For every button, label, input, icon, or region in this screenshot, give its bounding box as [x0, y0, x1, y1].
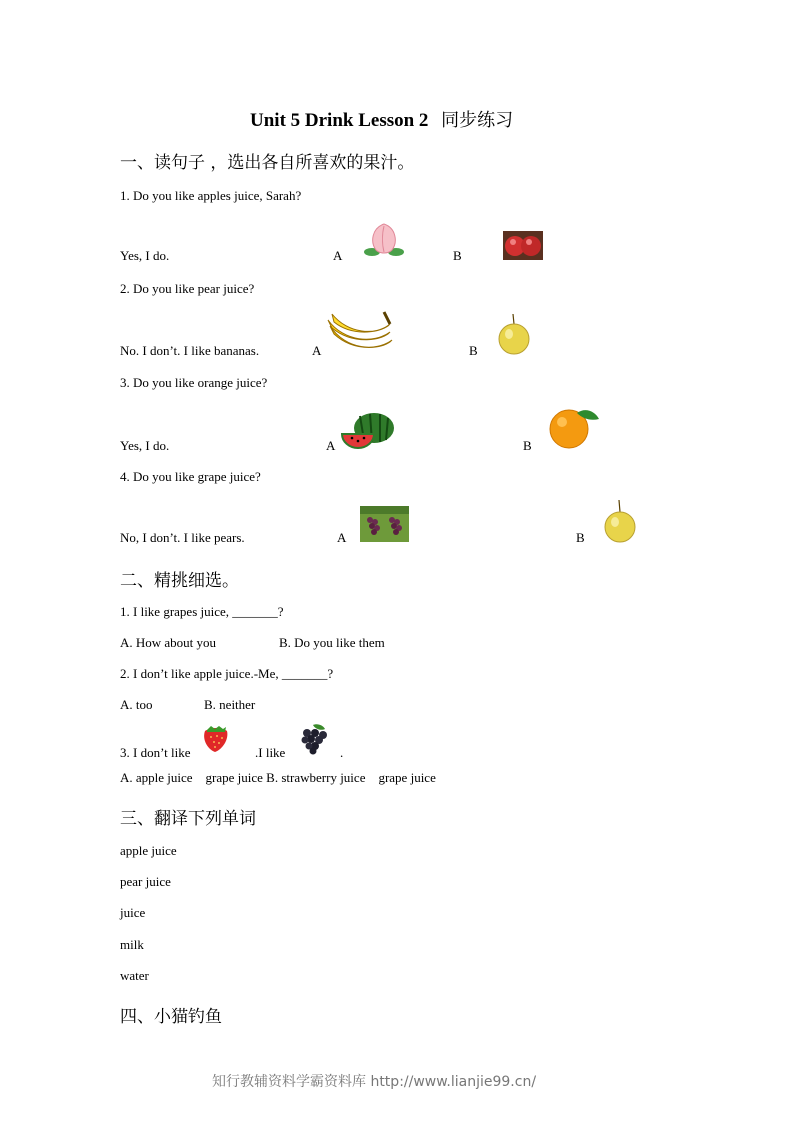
- apples-icon: [503, 231, 543, 260]
- s2-q3-options: A. apple juice grape juice B. strawberry juice grape juice: [120, 770, 436, 785]
- s1-q2: 2. Do you like pear juice?: [120, 281, 255, 296]
- orange-icon: [545, 405, 601, 449]
- s1-q2-opt-a: A: [312, 343, 322, 358]
- grapes-icon: [295, 723, 331, 755]
- s2-q3-part3: .: [340, 745, 344, 760]
- s2-q3-part2: .I like: [255, 745, 286, 760]
- s1-q1-opt-b: B: [453, 248, 462, 263]
- footer-watermark: 知行教辅资料学霸资料库 http://www.lianjie99.cn/: [212, 1074, 537, 1090]
- grapes-icon: [360, 506, 409, 542]
- s1-q3: 3. Do you like orange juice?: [120, 375, 268, 390]
- s2-q1: 1. I like grapes juice, _______?: [120, 604, 284, 619]
- s2-q2-opt-b: B. neither: [204, 697, 256, 712]
- section3-heading: 三、翻译下列单词: [120, 809, 256, 829]
- pear-icon: [603, 498, 637, 544]
- title-cn: 同步练习: [441, 110, 514, 131]
- s2-q2: 2. I don’t like apple juice.-Me, _______?: [120, 666, 334, 681]
- s2-q1-opt-a: A. How about you: [120, 635, 217, 650]
- section2-heading: 二、精挑细选。: [120, 571, 239, 591]
- s1-q3-opt-b: B: [523, 438, 532, 453]
- page-title: [250, 106, 513, 132]
- watermelon-icon: [340, 410, 398, 450]
- bananas-icon: [326, 310, 394, 356]
- s1-q2-opt-b: B: [469, 343, 478, 358]
- s1-a4: No, I don’t. I like pears.: [120, 530, 245, 545]
- s3-word: milk: [120, 937, 144, 952]
- s3-word: juice: [120, 905, 146, 920]
- s1-a2: No. I don’t. I like bananas.: [120, 343, 260, 358]
- s1-a3: Yes, I do.: [120, 438, 170, 453]
- title-en: Unit 5 Drink Lesson 2: [250, 110, 429, 131]
- s1-q4: 4. Do you like grape juice?: [120, 469, 261, 484]
- s2-q2-opt-a: A. too: [120, 697, 153, 712]
- section1-heading: 一、读句子 ，选出各自所喜欢的果汁。: [120, 153, 415, 173]
- s1-q4-opt-b: B: [576, 530, 585, 545]
- strawberry-icon: [199, 725, 233, 753]
- s3-word: pear juice: [120, 874, 171, 889]
- s2-q3-part1: 3. I don’t like: [120, 745, 191, 760]
- section4-heading: 四、小猫钓鱼: [120, 1007, 222, 1027]
- s1-q3-opt-a: A: [326, 438, 336, 453]
- peach-icon: [364, 222, 404, 258]
- s2-q1-opt-b: B. Do you like them: [279, 635, 385, 650]
- s1-q1-opt-a: A: [333, 248, 343, 263]
- s1-q1: 1. Do you like apples juice, Sarah?: [120, 188, 302, 203]
- pear-icon: [497, 312, 531, 356]
- s1-a1: Yes, I do.: [120, 248, 170, 263]
- s3-word: water: [120, 968, 149, 983]
- s3-word: apple juice: [120, 843, 177, 858]
- s1-q4-opt-a: A: [337, 530, 347, 545]
